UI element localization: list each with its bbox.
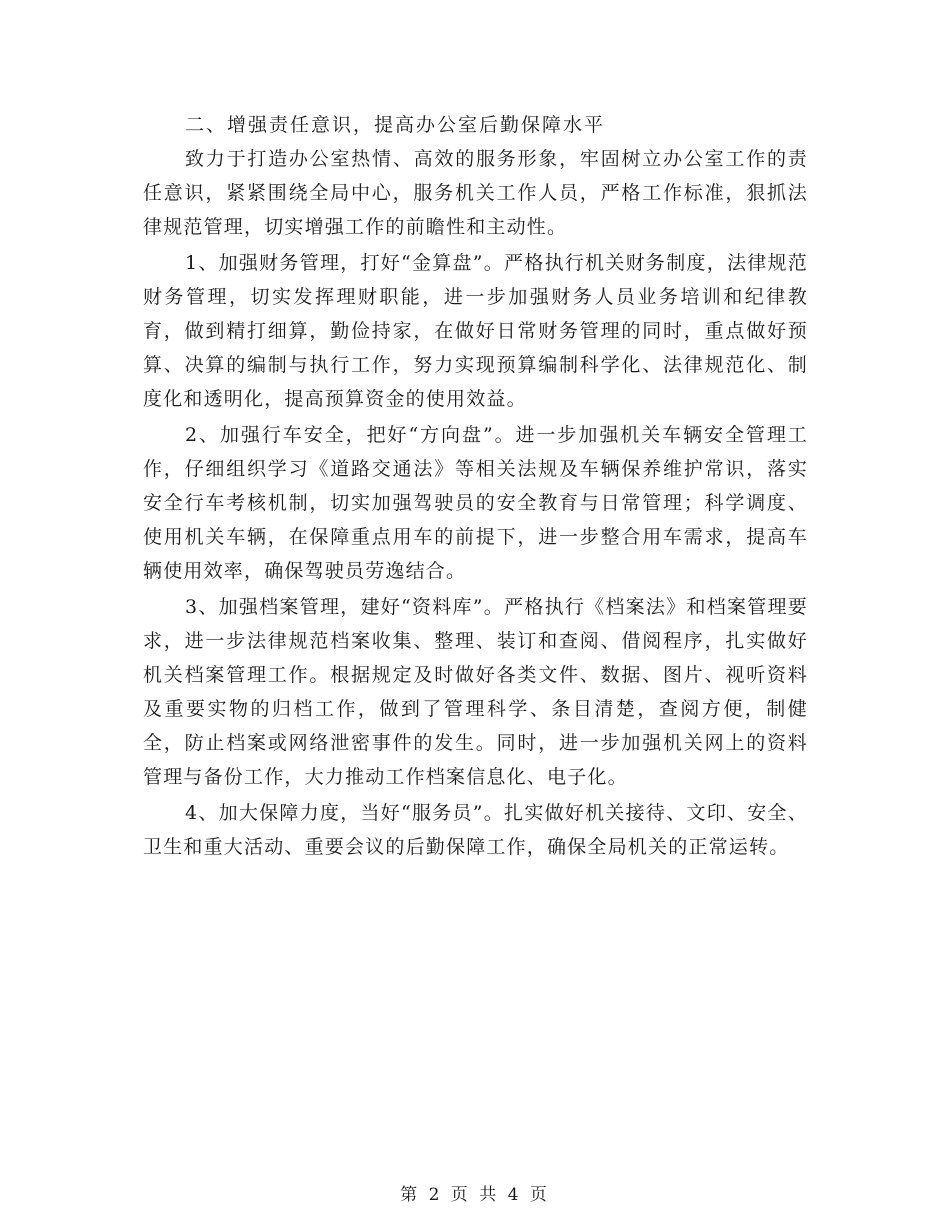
intro-paragraph: 致力于打造办公室热情、高效的服务形象，牢固树立办公室工作的责任意识，紧紧围绕全局中心，服务机关工作人员，严格工作标准，狠抓法律规范管理，切实增强工作的前瞻性和主动性。 xyxy=(143,148,808,238)
page-number-footer: 第 2 页 共 4 页 xyxy=(400,1185,550,1205)
archives-paragraph: 3、加强档案管理，建好“资料库”。严格执行《档案法》和档案管理要求，进一步法律规范档案收集、整理、装订和查阅、借阅程序，扎实做好机关档案管理工作。根据规定及时做好各类文件、数据、图片、视听资料及重要实物的归档工作，做到了管理科学、条目清楚，查阅方便，制健全，防止档案或网络泄密事件的发生。同时，进一步加强机关网上的资料管理与备份工作，大力推动工作档案信息化、电子化。 xyxy=(143,596,808,788)
vehicle-safety-paragraph: 2、加强行车安全，把好“方向盘”。进一步加强机关车辆安全管理工作，仔细组织学习《道路交通法》等相关法规及车辆保养维护常识，落实安全行车考核机制，切实加强驾驶员的安全教育与日常管理；科学调度、使用机关车辆，在保障重点用车的前提下，进一步整合用车需求，提高车辆使用效率，确保驾驶员劳逸结合。 xyxy=(143,424,808,582)
finance-paragraph: 1、加强财务管理，打好“金算盘”。严格执行机关财务制度，法律规范财务管理，切实发挥理财职能，进一步加强财务人员业务培训和纪律教育，做到精打细算，勤俭持家，在做好日常财务管理的同时，重点做好预算、决算的编制与执行工作，努力实现预算编制科学化、法律规范化、制度化和透明化，提高预算资金的使用效益。 xyxy=(143,252,808,410)
service-paragraph: 4、加大保障力度，当好“服务员”。扎实做好机关接待、文印、安全、卫生和重大活动、重要会议的后勤保障工作，确保全局机关的正常运转。 xyxy=(143,802,808,858)
document-body xyxy=(143,108,808,866)
section-heading: 二、增强责任意识，提高办公室后勤保障水平 xyxy=(185,114,606,136)
